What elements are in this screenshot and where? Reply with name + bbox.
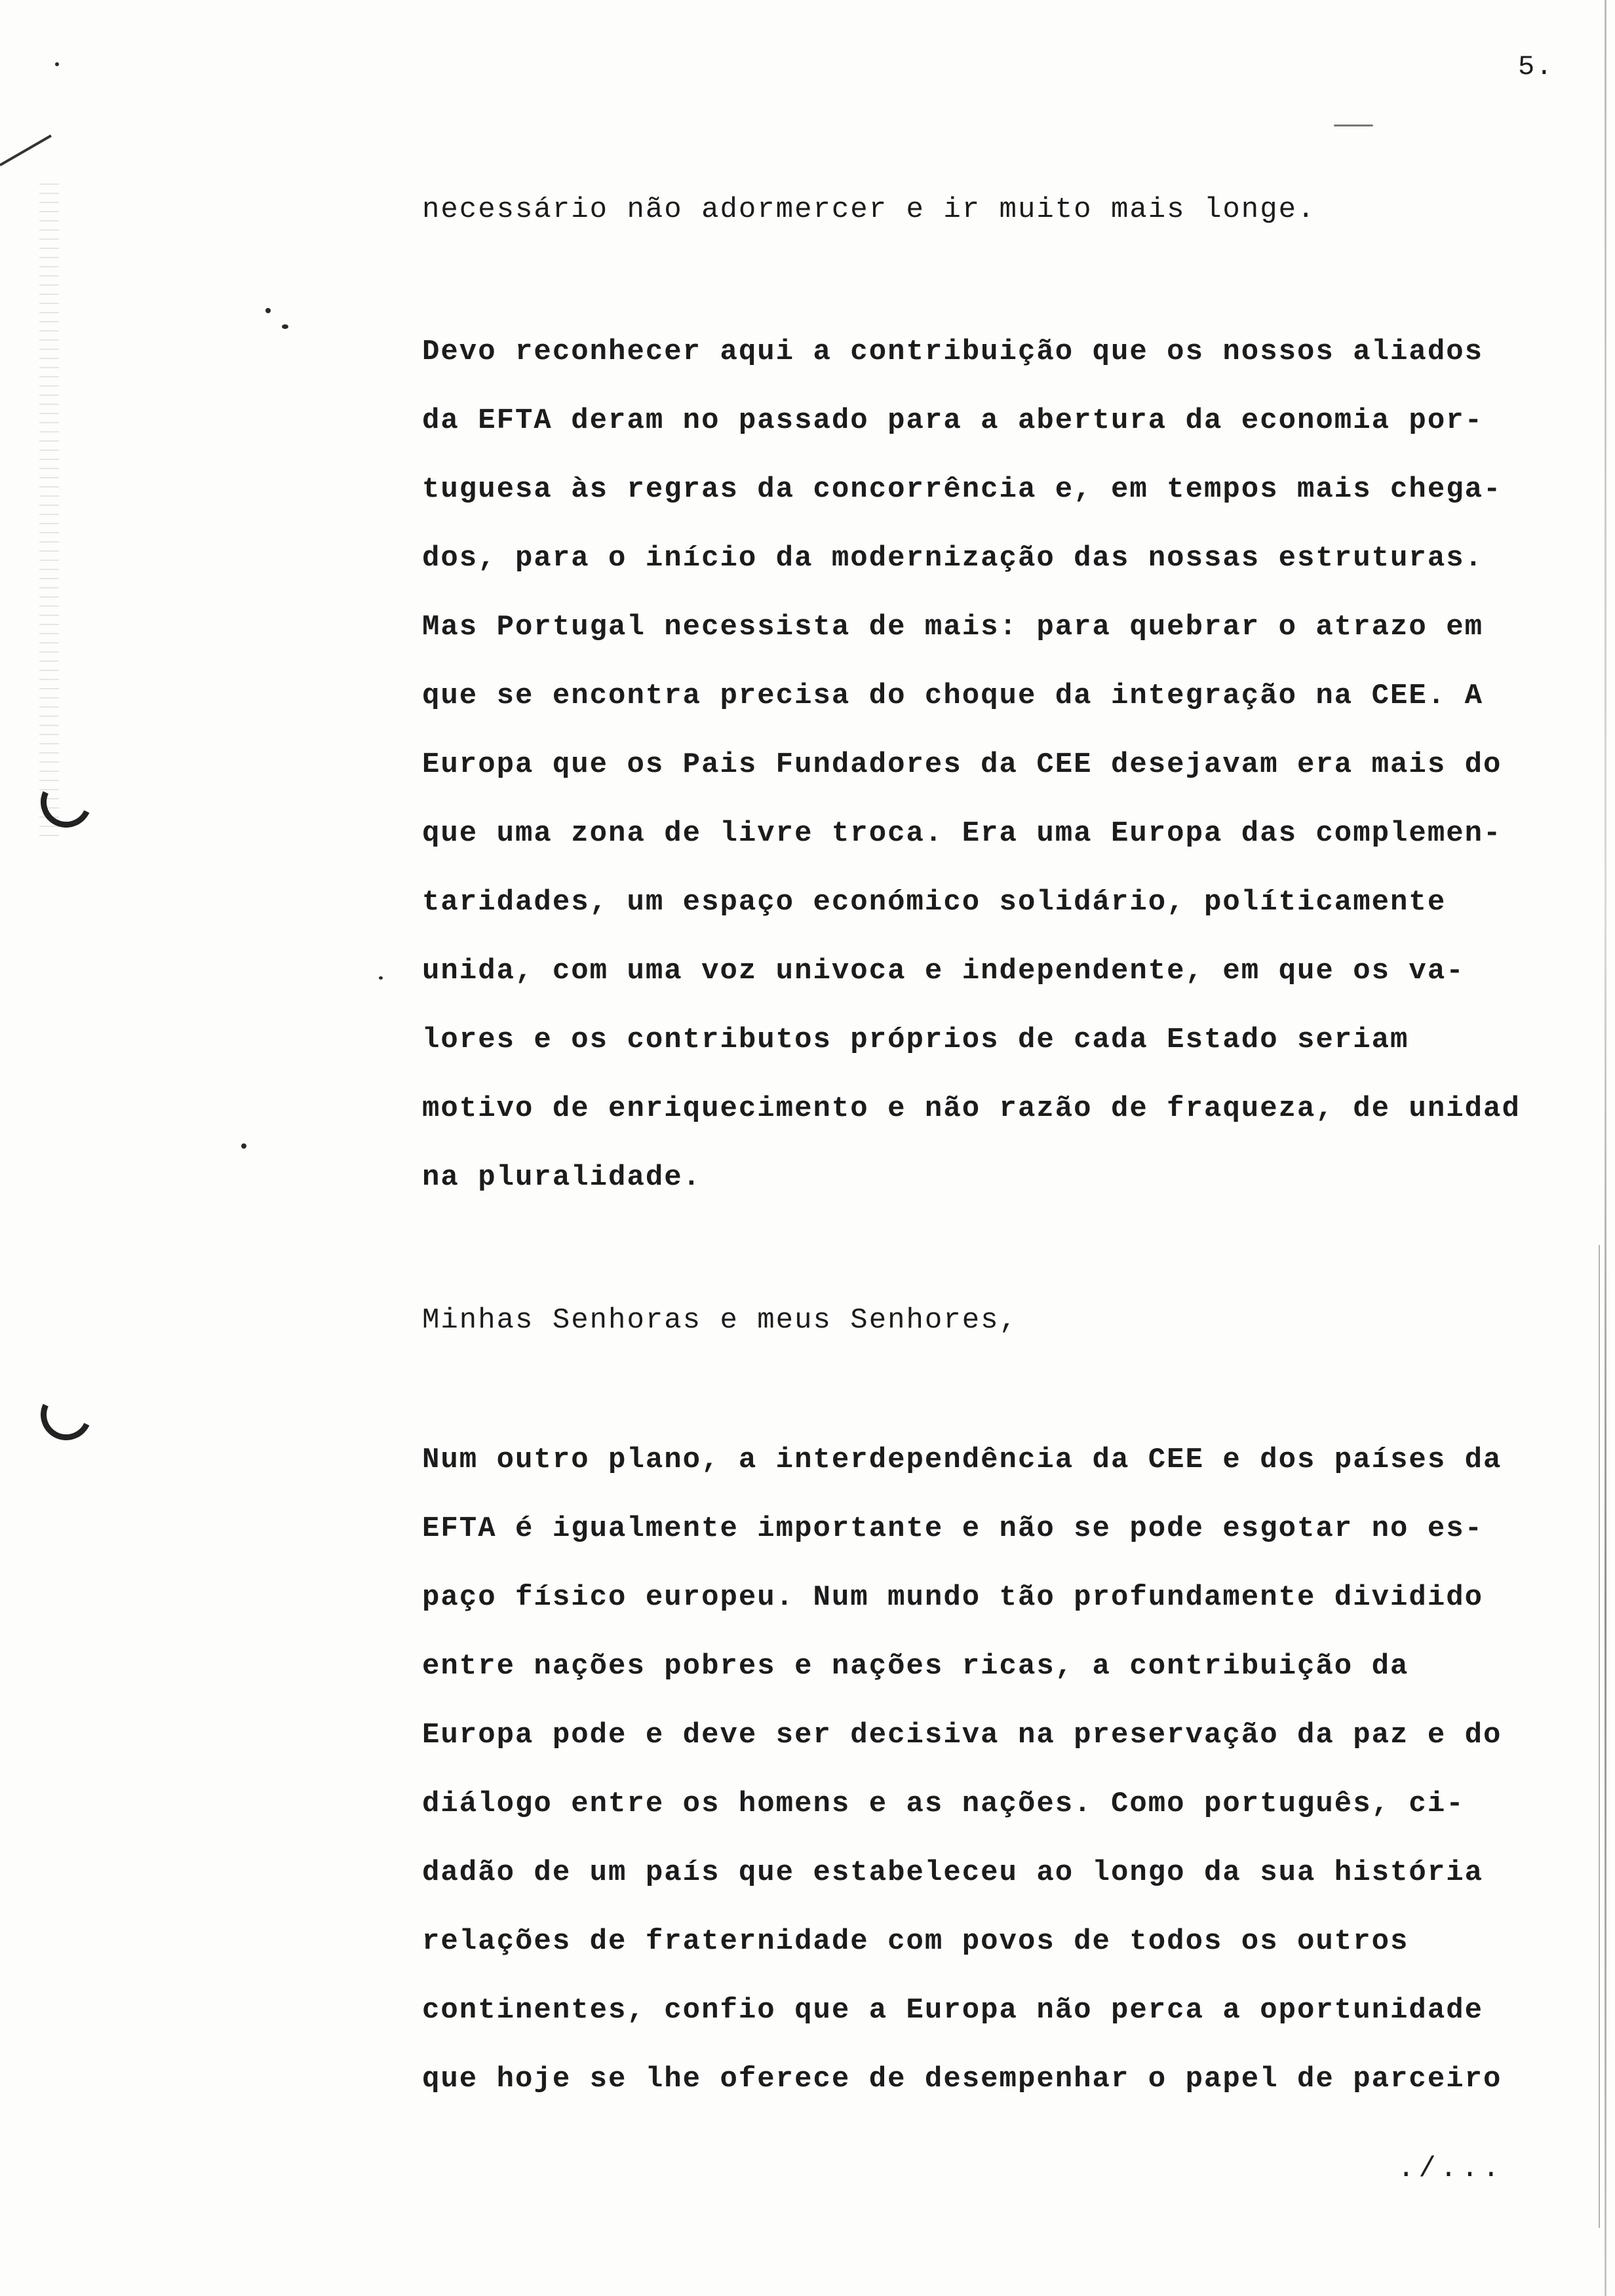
text-line: necessário não adormercer e ir muito mais longe. bbox=[422, 193, 1316, 226]
text-line: paço físico europeu. Num mundo tão profundamente dividido bbox=[422, 1581, 1484, 1614]
text-line: que hoje se lhe oferece de desempenhar o papel de parceiro bbox=[422, 2063, 1502, 2095]
text-line: Mas Portugal necessista de mais: para quebrar o atrazo em bbox=[422, 611, 1484, 643]
punch-hole-mark bbox=[33, 1382, 99, 1447]
text-line: lores e os contributos próprios de cada Estado seriam bbox=[422, 1024, 1409, 1056]
text-line: Europa pode e deve ser decisiva na preservação da paz e do bbox=[422, 1719, 1502, 1751]
margin-pen-stroke bbox=[0, 134, 52, 166]
scan-speck bbox=[241, 1143, 246, 1149]
text-line: Devo reconhecer aqui a contribuição que os nossos aliados bbox=[422, 335, 1484, 368]
paragraph-interdependence bbox=[422, 1426, 1589, 2114]
scan-edge bbox=[1605, 0, 1606, 2296]
salutation bbox=[422, 1286, 1589, 1355]
text-line: Minhas Senhoras e meus Senhores, bbox=[422, 1304, 1018, 1337]
text-line: taridades, um espaço económico solidário, políticamente bbox=[422, 886, 1447, 919]
scan-speck bbox=[55, 62, 59, 66]
text-line: Europa que os Pais Fundadores da CEE desejavam era mais do bbox=[422, 748, 1502, 781]
text-line: na pluralidade. bbox=[422, 1161, 702, 1194]
scan-edge-shadow bbox=[1599, 1245, 1600, 2228]
scan-speck bbox=[379, 976, 383, 980]
continuation-mark: ./... bbox=[1397, 2152, 1504, 2185]
text-line: relações de fraternidade com povos de todos os outros bbox=[422, 1925, 1409, 1958]
text-line: que se encontra precisa do choque da integração na CEE. A bbox=[422, 679, 1484, 712]
scan-speck bbox=[282, 324, 288, 329]
text-line: dadão de um país que estabeleceu ao longo da sua história bbox=[422, 1856, 1484, 1889]
text-line: unida, com uma voz univoca e independente, em que os va- bbox=[422, 955, 1465, 987]
paragraph-opening-fragment bbox=[422, 176, 1589, 244]
text-line: diálogo entre os homens e as nações. Como português, ci- bbox=[422, 1788, 1465, 1820]
text-line: da EFTA deram no passado para a abertura da economia por- bbox=[422, 404, 1484, 437]
text-line: tuguesa às regras da concorrência e, em tempos mais chega- bbox=[422, 473, 1502, 506]
text-line: entre nações pobres e nações ricas, a contribuição da bbox=[422, 1650, 1409, 1683]
text-line: que uma zona de livre troca. Era uma Europa das complemen- bbox=[422, 817, 1502, 850]
text-line: dos, para o início da modernização das nossas estruturas. bbox=[422, 542, 1484, 575]
paragraph-efta-contribution bbox=[422, 318, 1589, 1212]
text-line: Num outro plano, a interdependência da CEE e dos países da bbox=[422, 1444, 1502, 1476]
scan-speck bbox=[265, 308, 271, 313]
text-line: continentes, confio que a Europa não perca a oportunidade bbox=[422, 1994, 1484, 2027]
page-number: 5. bbox=[1518, 51, 1554, 83]
margin-speckles bbox=[39, 183, 59, 839]
text-line: motivo de enriquecimento e não razão de fraqueza, de unidad bbox=[422, 1092, 1521, 1125]
text-line: EFTA é igualmente importante e não se pode esgotar no es- bbox=[422, 1512, 1484, 1545]
scan-speck bbox=[1334, 124, 1373, 126]
